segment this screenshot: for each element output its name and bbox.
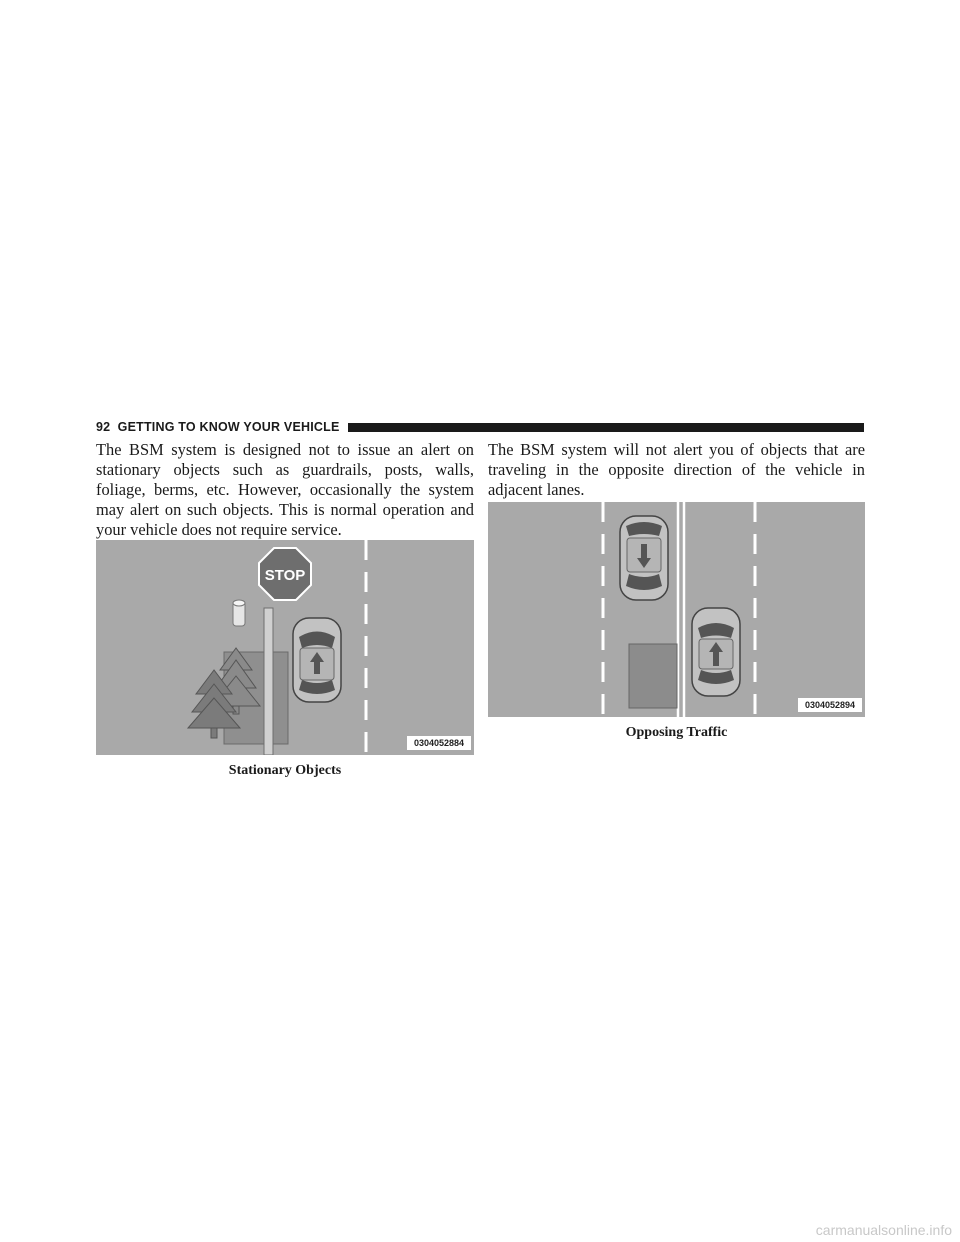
figure-code: 0304052894 [804, 700, 856, 710]
watermark: carmanualsonline.info [815, 1222, 952, 1238]
stationary-objects-illustration [96, 540, 474, 755]
stationary-objects-paragraph: The BSM system is designed not to issue an alert on stationary objects such as guardrails, posts, walls, foliage, berms, etc. However, occasionally the system may alert on such objects. This is normal operation and your vehicle does not require service. [96, 440, 474, 539]
guardrail [264, 608, 273, 755]
oncoming-car [620, 516, 668, 600]
detection-zone [629, 644, 677, 708]
stop-sign [259, 548, 311, 600]
post-top [233, 600, 245, 606]
stationary-objects-figure [96, 540, 474, 755]
page-number: 92 [96, 420, 111, 434]
header-rule [348, 423, 865, 432]
opposing-traffic-caption: Opposing Traffic [625, 725, 728, 740]
figure-code: 0304052884 [413, 738, 465, 748]
stop-sign-text: STOP [264, 567, 306, 584]
own-car [692, 608, 740, 696]
stationary-objects-caption: Stationary Objects [228, 763, 342, 778]
opposing-traffic-figure [488, 502, 865, 717]
page-header [96, 419, 864, 435]
car [293, 618, 341, 702]
section-title: GETTING TO KNOW YOUR VEHICLE [117, 420, 340, 434]
page-header-text [96, 420, 340, 434]
opposing-traffic-paragraph: The BSM system will not alert you of objects that are traveling in the opposite direction of the vehicle in adjacent lanes. [488, 440, 865, 499]
opposing-traffic-illustration [488, 502, 865, 717]
